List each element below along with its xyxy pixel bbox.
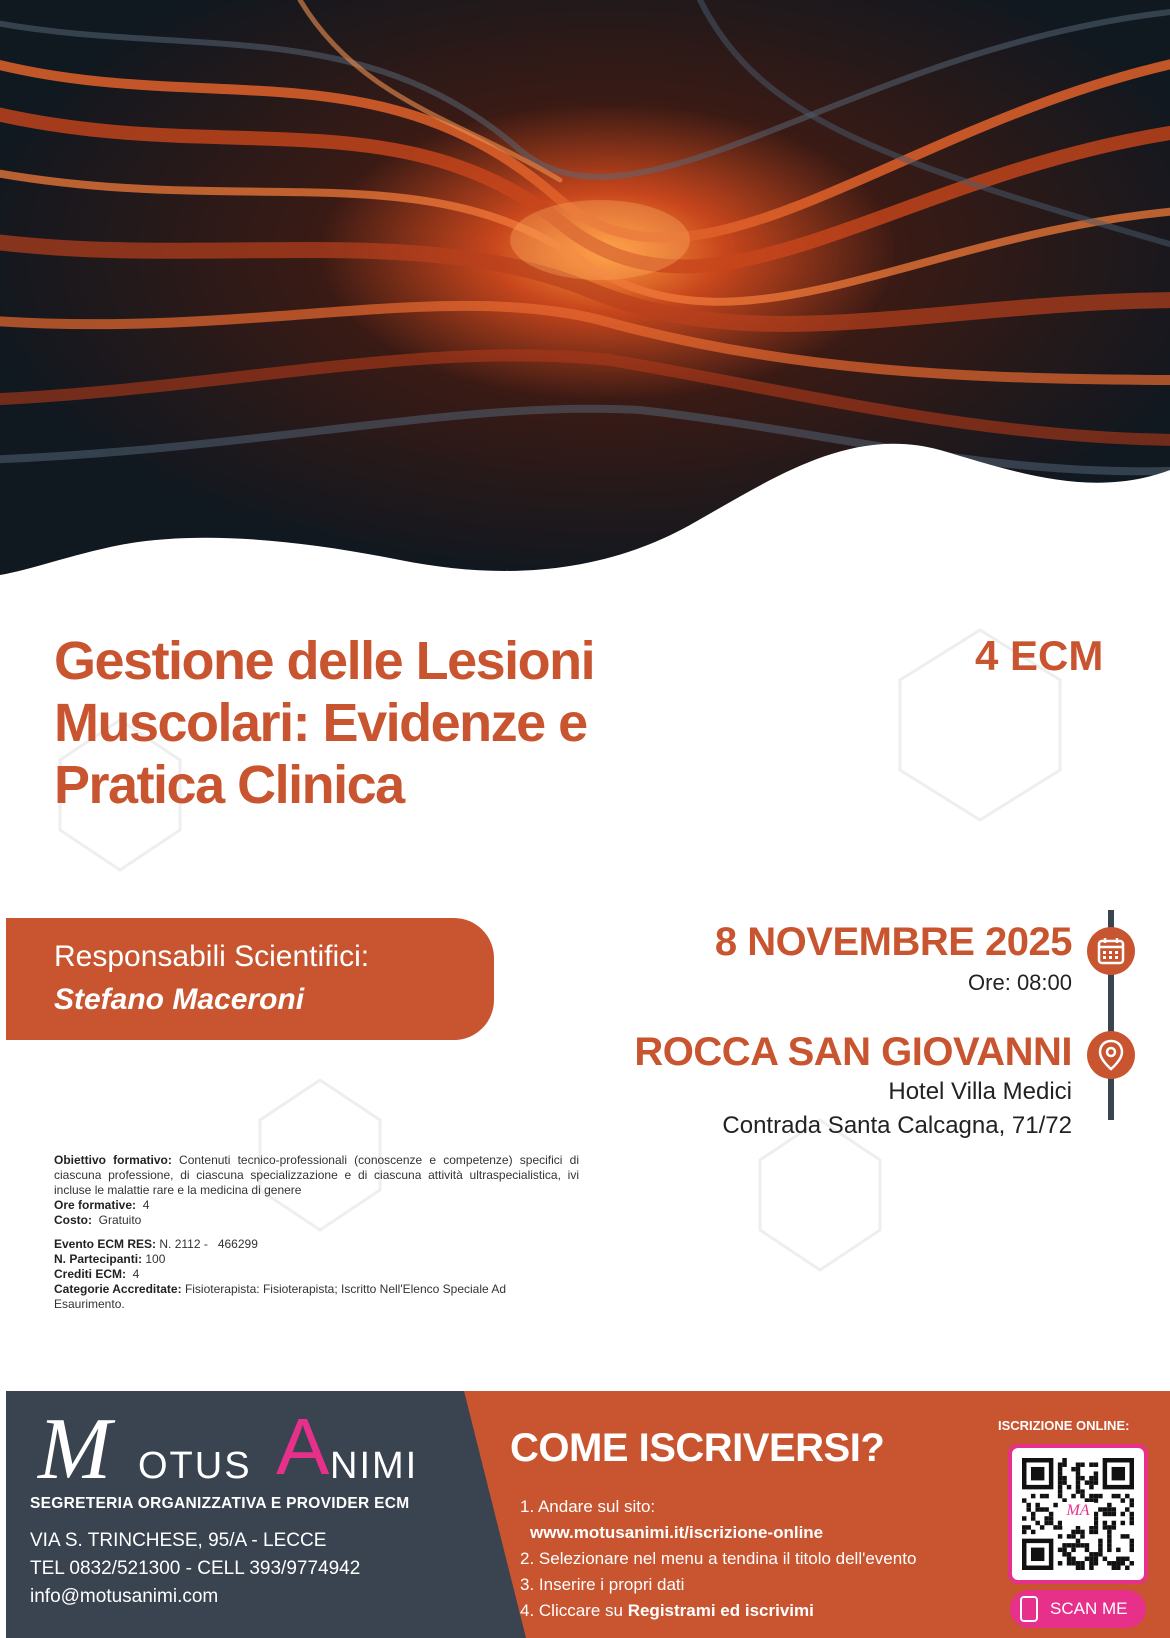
- event-title-line-2: Muscolari: Evidenze e: [54, 693, 587, 753]
- hero-abstract-waves-image: [0, 0, 1170, 600]
- event-title-line-1: Gestione delle Lesioni: [54, 631, 595, 691]
- event-title: [54, 630, 794, 816]
- event-date: 8 NOVEMBRE 2025: [714, 920, 1072, 964]
- qr-logo-text: MA: [1062, 1502, 1094, 1526]
- event-details: [54, 1153, 579, 1312]
- step-3: 3. Inserire i propri dati: [520, 1575, 685, 1594]
- organizer-subtitle: SEGRETERIA ORGANIZZATIVA E PROVIDER ECM: [30, 1495, 410, 1512]
- responsabili-label: Responsabili Scientifici:: [54, 940, 370, 973]
- scan-me-label: SCAN ME: [1050, 1599, 1128, 1618]
- evento-label: Evento ECM RES:: [54, 1237, 157, 1251]
- event-city: ROCCA SAN GIOVANNI: [634, 1030, 1072, 1074]
- motus-animi-logo: [30, 1401, 450, 1498]
- logo-letter-m: M: [38, 1401, 112, 1498]
- how-to-register-title: COME ISCRIVERSI?: [510, 1426, 885, 1470]
- partecipanti-value: 100: [145, 1252, 166, 1266]
- event-hour: Ore: 08:00: [968, 970, 1072, 995]
- costo-value: Gratuito: [98, 1213, 142, 1227]
- organizer-phone: TEL 0832/521300 - CELL 393/9774942: [30, 1558, 361, 1579]
- online-registration-label: ISCRIZIONE ONLINE:: [998, 1418, 1130, 1433]
- calendar-icon: [1087, 927, 1135, 975]
- evento-value: N. 2112 - 466299: [159, 1237, 258, 1251]
- obiettivo-label: Obiettivo formativo:: [54, 1153, 172, 1167]
- crediti-label: Crediti ECM:: [54, 1267, 126, 1281]
- map-pin-icon: [1087, 1031, 1135, 1079]
- costo-label: Costo:: [54, 1213, 92, 1227]
- event-venue: Hotel Villa Medici: [888, 1078, 1072, 1105]
- ecm-credits-badge: 4 ECM: [975, 632, 1104, 679]
- categorie-value: Fisioterapista: Fisioterapista; Iscritto Nell'Elenco Speciale Ad Esaurimento.: [54, 1282, 507, 1311]
- organizer-email-link[interactable]: info@motusanimi.com: [30, 1586, 219, 1607]
- organizer-address: VIA S. TRINCHESE, 95/A - LECCE: [30, 1530, 327, 1551]
- logo-word-otus: OTUS: [138, 1445, 252, 1487]
- registration-steps: [520, 1494, 916, 1624]
- step-2: 2. Selezionare nel menu a tendina il titolo dell'evento: [520, 1549, 917, 1568]
- step-4-action: Registrami ed iscrivimi: [627, 1601, 814, 1620]
- partecipanti-label: N. Partecipanti:: [54, 1252, 143, 1266]
- obiettivo-text: Contenuti tecnico-professionali (conoscenze e competenze) specifici di ciascuna professione, di ciascuna specializzazione e di ciascuna attività ultraspecialistica, ivi incluse le malattie rare e la medicina di genere: [54, 1153, 579, 1197]
- ore-value: 4: [142, 1198, 150, 1212]
- step-1: 1. Andare sul sito:: [520, 1497, 656, 1516]
- responsabili-banner: [6, 918, 494, 1040]
- logo-word-nimi: NIMI: [330, 1445, 419, 1487]
- step-4-prefix: 4. Cliccare su: [520, 1601, 628, 1620]
- event-title-line-3: Pratica Clinica: [54, 755, 404, 815]
- logo-letter-a: A: [276, 1402, 330, 1491]
- ore-label: Ore formative:: [54, 1198, 137, 1212]
- event-address: Contrada Santa Calcagna, 71/72: [722, 1112, 1072, 1139]
- registration-url-link[interactable]: www.motusanimi.it/iscrizione-online: [530, 1523, 824, 1542]
- responsabili-name: Stefano Maceroni: [54, 983, 305, 1016]
- step-4: [520, 1598, 916, 1624]
- crediti-value: 4: [132, 1267, 140, 1281]
- categorie-label: Categorie Accreditate:: [54, 1282, 182, 1296]
- smartphone-icon: [1020, 1596, 1038, 1622]
- registration-qr-code[interactable]: [1008, 1444, 1148, 1584]
